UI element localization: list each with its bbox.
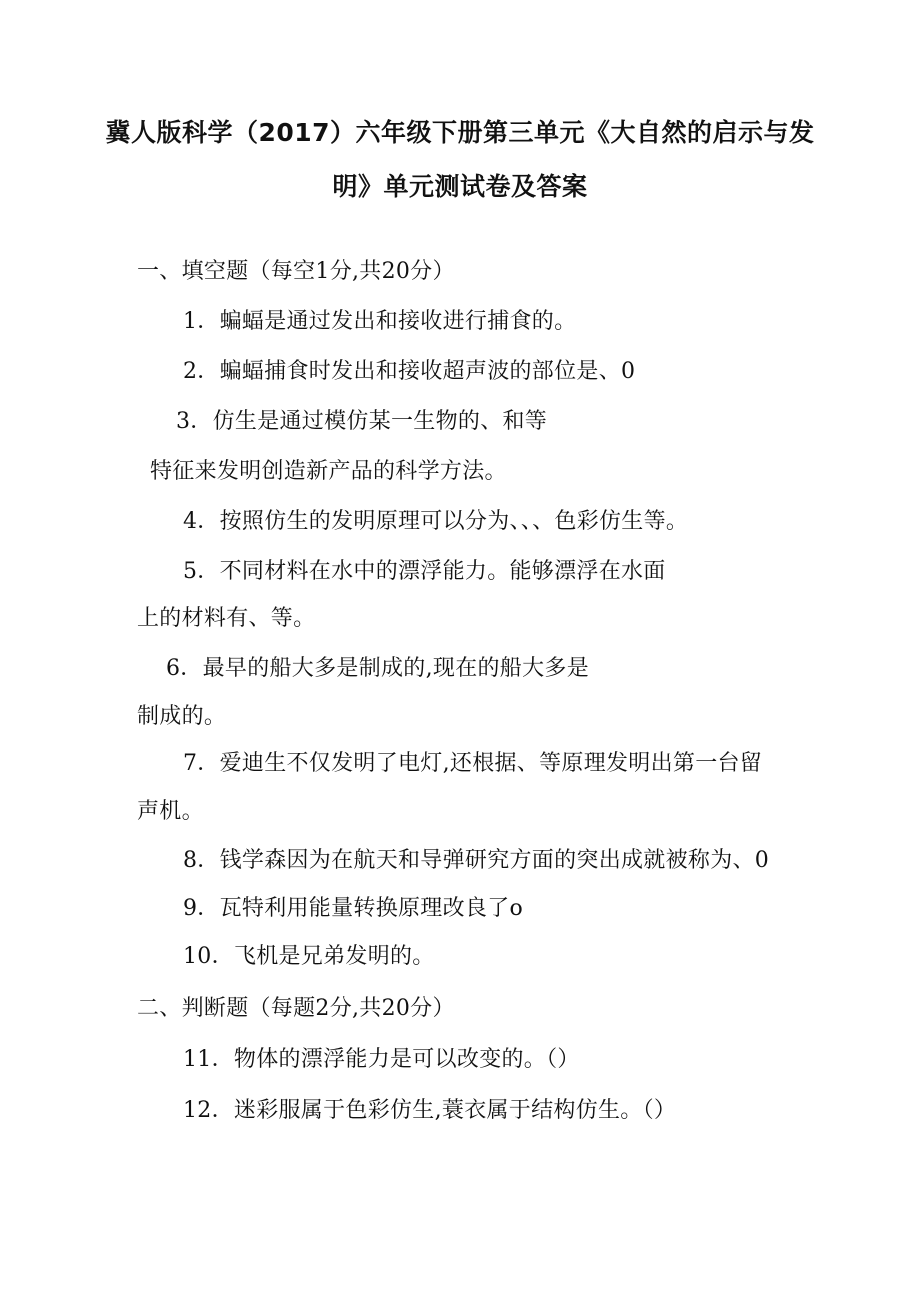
question-3-line-1: 3．仿生是通过模仿某一生物的、和等 bbox=[176, 409, 548, 434]
section-heading-fill-in-blank: 一、填空题（每空1分,共20分） bbox=[137, 259, 455, 284]
question-4: 4．按照仿生的发明原理可以分为、、、色彩仿生等。 bbox=[183, 509, 689, 534]
question-5-line-1: 5．不同材料在水中的漂浮能力。能够漂浮在水面 bbox=[183, 559, 666, 584]
question-1: 1．蝙蝠是通过发出和接收进行捕食的。 bbox=[183, 309, 577, 334]
question-2: 2．蝙蝠捕食时发出和接收超声波的部位是、0 bbox=[183, 359, 636, 384]
question-8: 8．钱学森因为在航天和导弹研究方面的突出成就被称为、0 bbox=[183, 848, 770, 873]
question-6-line-1: 6．最早的船大多是制成的,现在的船大多是 bbox=[166, 656, 589, 681]
document-title-line-1: 冀人版科学（2017）六年级下册第三单元《大自然的启示与发 bbox=[105, 118, 815, 147]
question-10: 10．飞机是兄弟发明的。 bbox=[183, 944, 435, 969]
section-heading-true-false: 二、判断题（每题2分,共20分） bbox=[137, 996, 455, 1021]
question-9: 9．瓦特利用能量转换原理改良了o bbox=[183, 896, 524, 921]
question-5-line-2: 上的材料有、等。 bbox=[137, 606, 316, 631]
question-7-line-1: 7．爱迪生不仅发明了电灯,还根据、等原理发明出第一台留 bbox=[183, 751, 763, 776]
question-12: 12．迷彩服属于色彩仿生,蓑衣属于结构仿生。（） bbox=[183, 1098, 677, 1123]
question-6-line-2: 制成的。 bbox=[137, 704, 227, 729]
document-title-line-2: 明》单元测试卷及答案 bbox=[332, 172, 588, 201]
question-11: 11．物体的漂浮能力是可以改变的。（） bbox=[183, 1047, 580, 1072]
question-3-line-2: 特征来发明创造新产品的科学方法。 bbox=[150, 459, 507, 484]
question-7-line-2: 声机。 bbox=[137, 799, 204, 824]
